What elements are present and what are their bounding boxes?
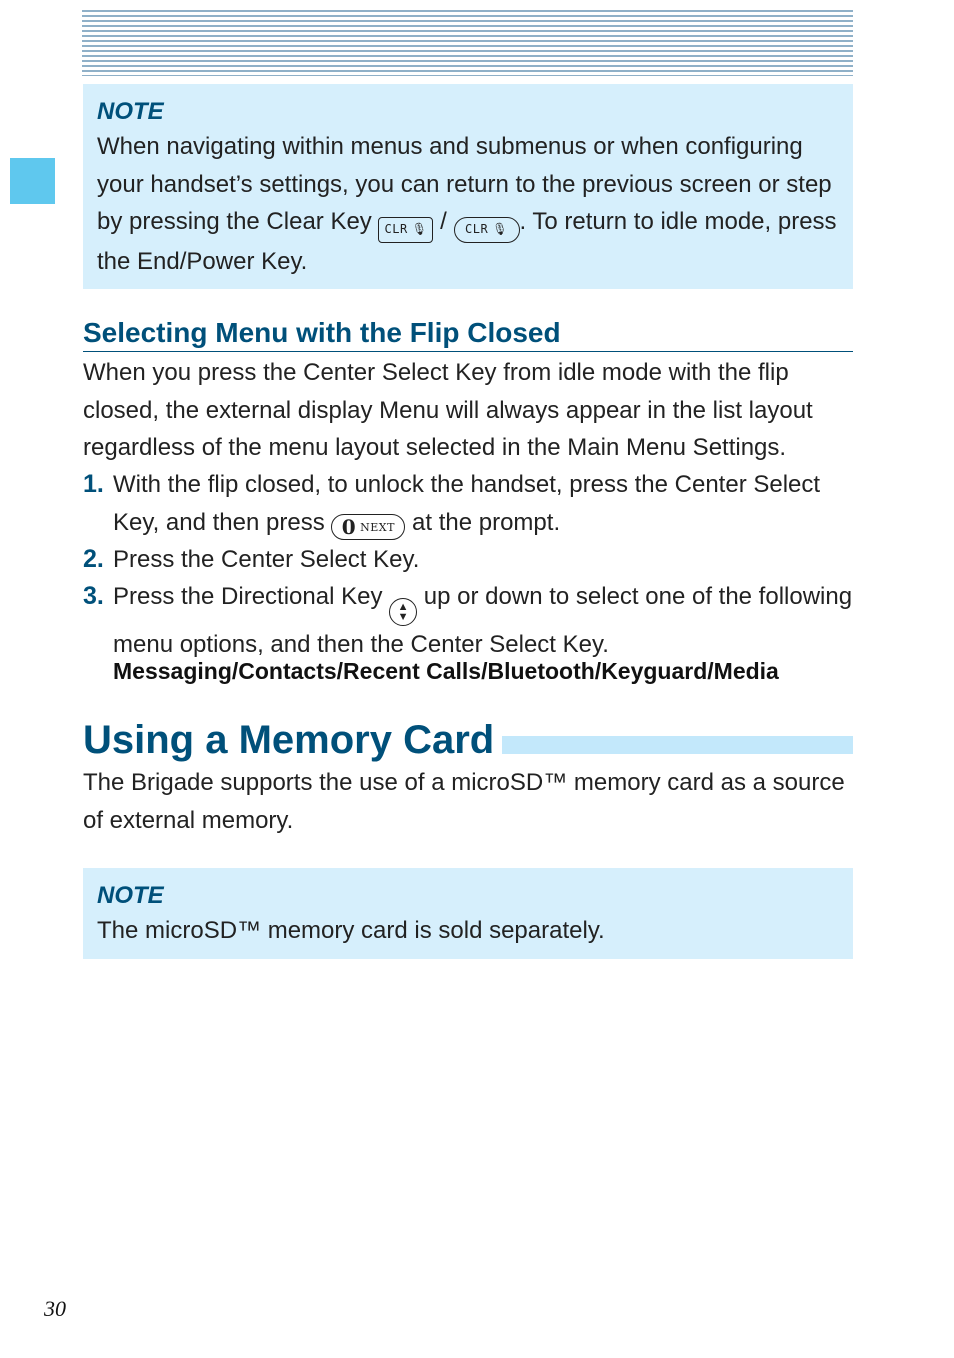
step-text-before: With the flip closed, to unlock the handset, press the Center Select Key, and then press [113, 471, 821, 536]
note-text-after: . To return to idle mode, press the End/Power Key. [97, 208, 837, 275]
page-number: 30 [44, 1296, 66, 1321]
note-box-microsd [83, 868, 853, 959]
next-key-label: NEXT [360, 520, 395, 534]
note-text-before: When navigating within menus and submenus or when configuring your handset’s settings, you can return to the previous screen or step by pressing the Clear Key [97, 133, 832, 235]
directional-key-icon: ▲ ▼ [389, 598, 417, 626]
note-title: NOTE [97, 882, 164, 909]
step-number: 3. [83, 582, 104, 610]
step-text-after: at the prompt. [405, 508, 561, 536]
zero-next-key-icon [331, 514, 405, 540]
menu-options: Messaging/Contacts/Recent Calls/Bluetooth/Keyguard/Media [113, 658, 779, 684]
clear-key-external-label: CLR [465, 222, 489, 236]
microphone-icon: 🎙︎ [492, 222, 508, 236]
note-title: NOTE [97, 98, 164, 125]
memory-card-intro: The Brigade supports the use of a microSD™ memory card as a source of external memory. [83, 769, 845, 834]
chapter-tab [10, 158, 55, 204]
note-text [97, 128, 839, 280]
clear-key-external-icon [454, 217, 520, 243]
note-text: The microSD™ memory card is sold separately. [97, 917, 605, 944]
section-intro: When you press the Center Select Key from idle mode with the flip closed, the external display Menu will always appear in the list layout regardless of the menu layout selected in the Main Menu Settings. [83, 359, 813, 461]
microphone-icon: 🎙︎ [411, 222, 428, 236]
step-number: 1. [83, 470, 104, 498]
key-separator: / [433, 208, 454, 235]
section-heading: Selecting Menu with the Flip Closed [83, 315, 853, 352]
clear-key-label: CLR [384, 222, 408, 236]
header-stripes [82, 10, 853, 76]
step-1 [83, 466, 853, 541]
step-text: Press the Center Select Key. [113, 546, 420, 573]
memory-card-heading: Using a Memory Card [83, 714, 502, 766]
step-2 [83, 541, 853, 579]
zero-key-digit: 0 [341, 514, 357, 539]
step-number: 2. [83, 545, 104, 573]
step-text-before: Press the Directional Key [113, 583, 390, 610]
step-text-after: up or down to select one of the following menu options, and then the Center Select Key. [113, 583, 853, 658]
step-3 [83, 578, 853, 664]
clear-key-icon [378, 217, 433, 243]
note-box-navigation [83, 84, 853, 289]
